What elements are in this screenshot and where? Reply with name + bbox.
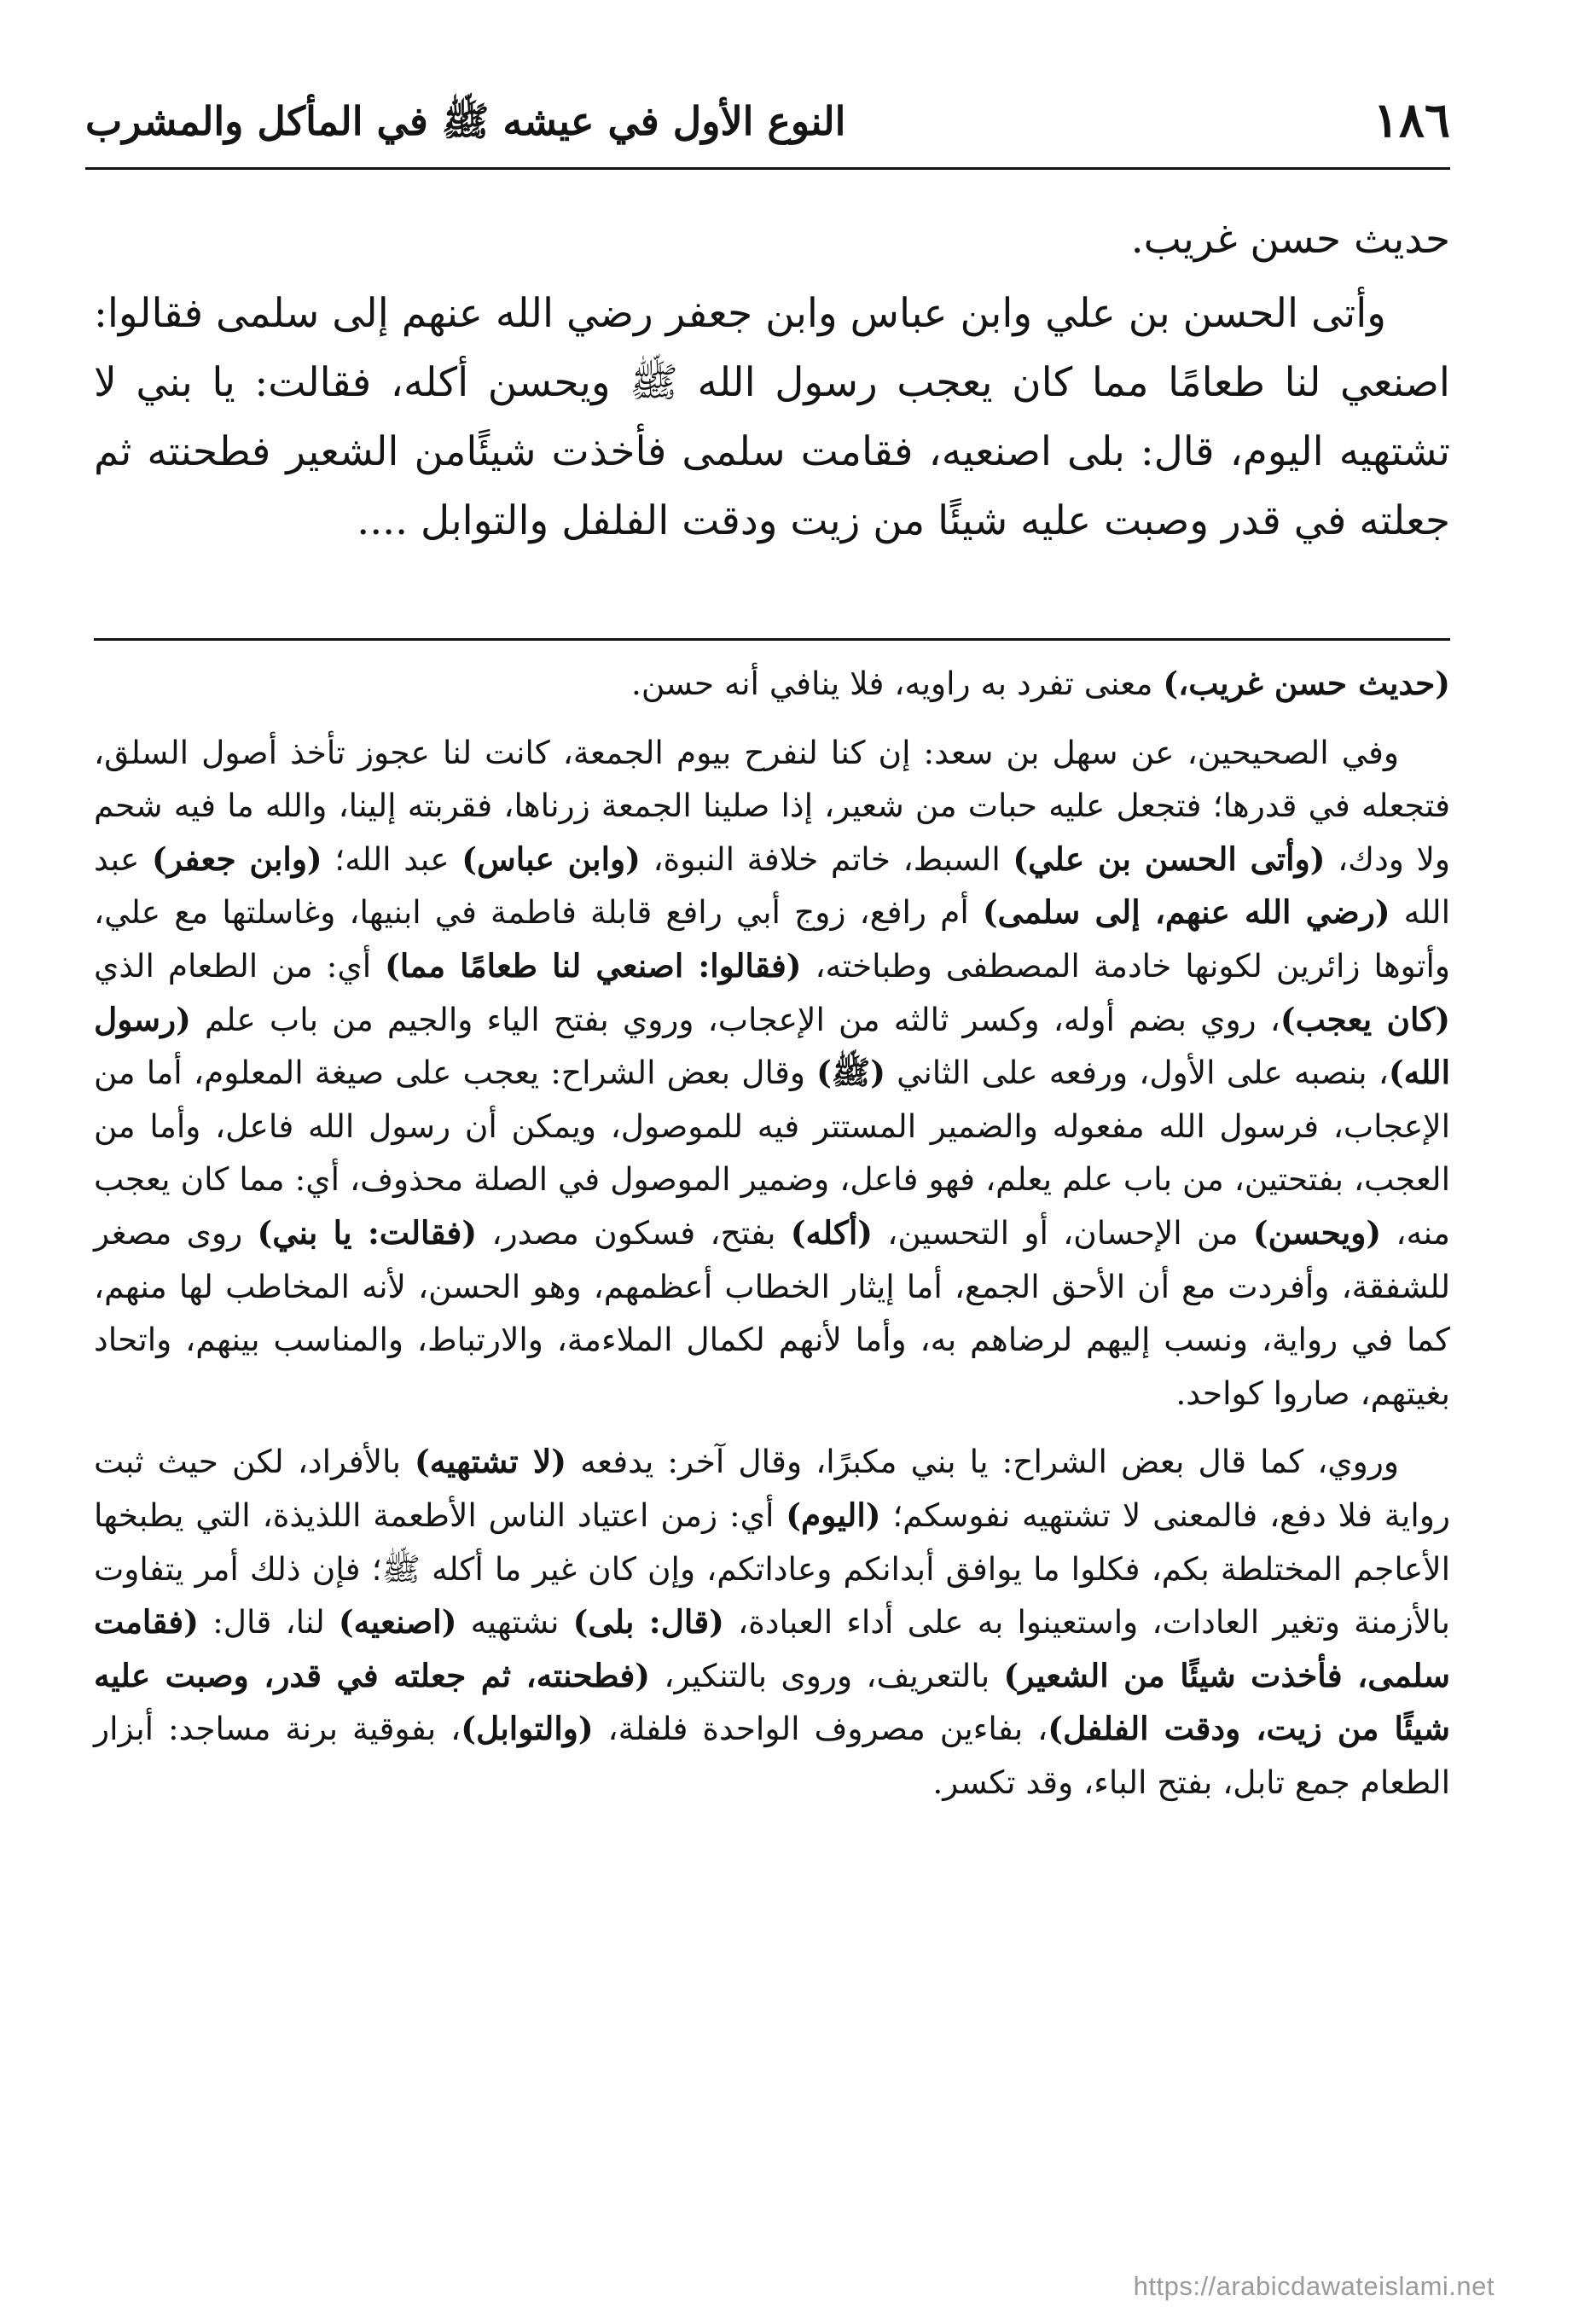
commentary-text: نشتهيه <box>456 1603 573 1641</box>
commentary-text: ، بنصبه على الأول، ورفعه على الثاني <box>885 1054 1389 1092</box>
running-title: النوع الأول في عيشه ﷺ في المأكل والمشرب <box>85 98 846 144</box>
commentary <box>94 657 1450 1809</box>
commentary-text: بفتح، فسكون مصدر، <box>477 1213 791 1252</box>
commentary-text: معنى تفرد به راويه، فلا ينافي أنه حسن. <box>630 665 1164 702</box>
quoted-matn-phrase: (وابن جعفر) <box>152 840 322 878</box>
commentary-text: عبد الله <box>94 840 1450 932</box>
commentary-text: وروي، كما قال بعض الشراح: يا بني مكبرًا، وقال آخر: يدفعه <box>566 1443 1399 1481</box>
commentary-paragraph-1 <box>94 657 1450 711</box>
commentary-text: ، بفاءين مصروف الواحدة فلفلة، <box>593 1710 1048 1748</box>
commentary-paragraph-3 <box>94 1435 1450 1809</box>
quoted-matn-phrase: (ويحسن) <box>1252 1213 1382 1252</box>
commentary-text: أي: زمن اعتياد الناس الأطعمة اللذيذة، التي يطبخها الأعاجم المختلطة بكم، فكلوا ما يوافق أبدانكم وعاداتكم، وإن كان غير ما أكله ﷺ؛ فإن ذلك أمر يتفاوت بالأزمنة وتغير العادات، واستعينوا به على أداء العبادة، <box>94 1496 1450 1641</box>
commentary-text: السبط، خاتم خلافة النبوة، <box>640 840 1013 878</box>
main-text <box>94 205 1450 555</box>
commentary-text: وفي الصحيحين، عن سهل بن سعد: إن كنا لنفرح بيوم الجمعة، كانت لنا عجوز تأخذ أصول السلق، فتجعله في قدرها؛ فتجعل عليه حبات من شعير، إذا صلينا الجمعة زرناها، فقربته إلينا، والله ما فيه شحم ولا ودك، <box>94 733 1451 878</box>
quoted-matn-phrase: (وأتى الحسن بن علي) <box>1013 840 1326 878</box>
quoted-matn-phrase: (رضي الله عنهم، إلى سلمى) <box>982 893 1390 932</box>
quoted-matn-phrase: (والتوابل) <box>461 1710 594 1748</box>
commentary-text: بالتعريف، وروى بالتنكير، <box>650 1656 1004 1694</box>
quoted-matn-phrase: (رسول الله) <box>94 1000 1450 1092</box>
page-number: ١٨٦ <box>1373 92 1450 148</box>
quoted-matn-phrase: (فطحنته، ثم جعلته في قدر، وصبت عليه شيئًا من زيت، ودقت الفلفل) <box>94 1656 1451 1748</box>
commentary-text: أم رافع، زوج أبي رافع قابلة فاطمة في ابنيها، وغاسلتها مع علي، وأتوها زائرين لكونها خادمة المصطفى وطباخته، <box>94 893 1450 985</box>
commentary-text: ، بفوقية برنة مساجد: أبزار الطعام جمع تابل، بفتح الباء، وقد تكسر. <box>94 1710 1450 1801</box>
website-watermark: https://arabicdawateislami.net <box>1133 2271 1495 2301</box>
commentary-text: ، روي بضم أوله، وكسر ثالثه من الإعجاب، وروي بفتح الياء والجيم من باب علم <box>190 1000 1280 1038</box>
quoted-matn-phrase: (فقامت سلمى، فأخذت شيئًا من الشعير) <box>94 1603 1450 1694</box>
commentary-text: روى مصغر للشفقة، وأفردت مع أن الأحق الجمع، أما إيثار الخطاب أعظمهم، وهو الحسن، لأنه المخاطب لها منهم، كما في رواية، ونسب إليهم لرضاهم به، وأما لأنهم لكمال الملاءمة، والارتباط، والمناسب بينهم، واتحاد بغيتهم، صاروا كواحد. <box>94 1213 1450 1412</box>
quoted-matn-phrase: (اليوم) <box>786 1496 881 1534</box>
commentary-text: لنا، قال: <box>198 1603 339 1641</box>
quoted-matn-phrase: (لا تشتهيه) <box>414 1443 566 1481</box>
commentary-text: وقال بعض الشراح: يعجب على صيغة المعلوم، أما من الإعجاب، فرسول الله مفعوله والضمير المستتر فيه للموصول، ويمكن أن رسول الله فاعل، وأما من العجب، بفتحتين، من باب علم يعلم، فهو فاعل، وضمير الموصول في الصلة محذوف، أي: مما كان يعجب منه، <box>94 1054 1450 1252</box>
matn-paragraph-2: وأتى الحسن بن علي وابن عباس وابن جعفر رضي الله عنهم إلى سلمى فقالوا: اصنعي لنا طعامًا مما كان يعجب رسول الله ﷺ ويحسن أكله، فقالت: يا بني لا تشتهيه اليوم، قال: بلى اصنعيه، فقامت سلمى فأخذت شيئًامن الشعير فطحنته ثم جعلته في قدر وصبت عليه شيئًا من زيت ودقت الفلفل والتوابل .... <box>94 290 1450 544</box>
quoted-matn-phrase: (ﷺ) <box>816 1054 885 1092</box>
commentary-text: عبد الله؛ <box>322 840 462 878</box>
quoted-matn-phrase: (فقالت: يا بني) <box>257 1213 478 1252</box>
matn-line-1: حديث حسن غريب. <box>1130 216 1450 263</box>
commentary-text: من الإحسان، أو التحسين، <box>873 1213 1253 1252</box>
quoted-matn-phrase: (اصنعيه) <box>338 1603 457 1641</box>
commentary-text: بالأفراد، لكن حيث ثبت رواية فلا دفع، فالمعنى لا تشتهيه نفوسكم؛ <box>94 1443 1450 1534</box>
commentary-paragraph-2 <box>94 726 1450 1421</box>
separator-rule <box>94 638 1450 641</box>
commentary-text: أي: من الطعام الذي <box>94 946 386 985</box>
quoted-matn-phrase: (حديث حسن غريب،) <box>1163 665 1450 702</box>
quoted-matn-phrase: (أكله) <box>790 1213 874 1252</box>
page-header <box>85 85 1450 170</box>
quoted-matn-phrase: (قال: بلى) <box>572 1603 724 1641</box>
quoted-matn-phrase: (كان يعجب) <box>1280 1000 1451 1038</box>
quoted-matn-phrase: (فقالوا: اصنعي لنا طعامًا مما) <box>385 946 802 985</box>
quoted-matn-phrase: (وابن عباس) <box>461 840 641 878</box>
